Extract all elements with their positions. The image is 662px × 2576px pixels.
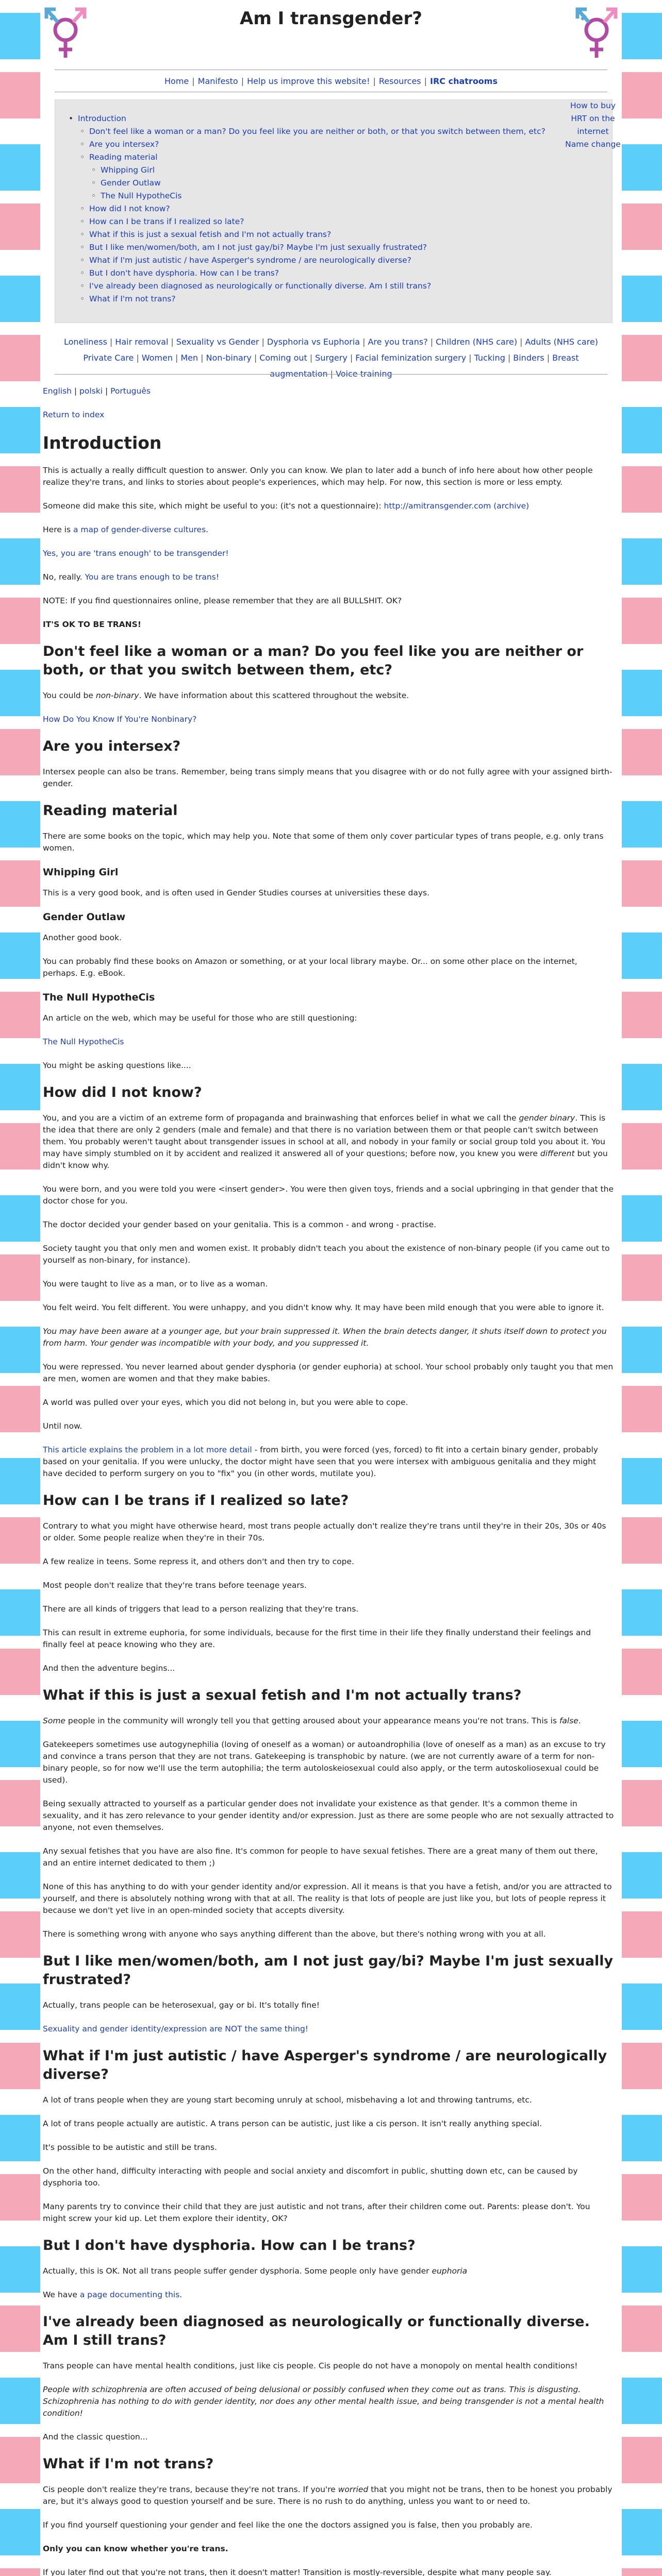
cat-surgery-link[interactable]: Surgery [315, 353, 347, 363]
paragraph [43, 1715, 614, 1727]
paragraph: Most people don't realize that they're trans before teenage years. [43, 1581, 307, 1590]
toc-item-gay-bi[interactable]: But I like men/women/both, am I not just gay/bi? Maybe I'm just sexually frustrated? [89, 243, 427, 252]
cat-sexuality-link[interactable]: Sexuality vs Gender [176, 337, 259, 347]
paragraph: NOTE: If you find questionnaires online, please remember that they are all BULLSHIT. OK? [43, 596, 402, 605]
emphasis: gender binary [519, 1113, 575, 1123]
toc-item-introduction[interactable]: Introduction [78, 114, 126, 123]
paragraph-text: . [206, 525, 209, 534]
paragraph [43, 1444, 614, 1480]
paragraph-text: but you didn't know why. [43, 1149, 608, 1170]
lang-english-link[interactable]: English [43, 386, 72, 396]
cat-loneliness-link[interactable]: Loneliness [63, 337, 107, 347]
cat-dysphoria-link[interactable]: Dysphoria vs Euphoria [267, 337, 360, 347]
nav-resources-link[interactable]: Resources [378, 76, 421, 86]
paragraph: You were repressed. You never learned about gender dysphoria (or gender euphoria) at school. Your school probably only taught you that men are men, women are women and that they make babies. [43, 1362, 614, 1383]
paragraph-text: that you might not be trans, then to be honest you probably are, but it's always good to question yourself and be sure. There is no rush to do anything, unless you want to or need to. [43, 2485, 613, 2506]
paragraph: Actually, trans people can be heterosexual, gay or bi. It's totally fine! [43, 2001, 320, 2010]
emphasis: false [559, 1716, 578, 1725]
paragraph: You were taught to live as a man, or to live as a woman. [43, 1279, 268, 1289]
gender-map-link[interactable]: a map of gender-diverse cultures [73, 525, 206, 534]
paragraph: Society taught you that only men and women exist. It probably didn't teach you about the existence of non-binary people (if you came out to yourself as non-binary, for instance). [43, 1244, 610, 1265]
nonbinary-article-link[interactable]: How Do You Know If You're Nonbinary? [43, 715, 197, 724]
paragraph-italic: People with schizophrenia are often accused of being delusional or possibly confused when they come out as trans. This is disgusting. Schizophrenia has nothing to do with gender identity, nor does any other mental health issue, and being transgender is not a mental health condition! [43, 2385, 604, 2418]
toc-item-null-hypothecis[interactable]: The Null HypotheCis [101, 191, 182, 200]
paragraph: On the other hand, difficulty interacting with people and social anxiety and discomfort in public, shutting down etc, can be caused by dysphoria too. [43, 2166, 578, 2188]
paragraph-text: Here is [43, 525, 73, 534]
cat-women-link[interactable]: Women [141, 353, 173, 363]
paragraph: Contrary to what you might have otherwise heard, most trans people actually don't realize they're trans until they're in their 20s, 30s or 40s or older. Some people realize when they're in their 70s. [43, 1521, 606, 1543]
section-heading: How can I be trans if I realized so late? [43, 1493, 349, 1509]
subsection-heading: Gender Outlaw [43, 911, 126, 923]
paragraph: There are some books on the topic, which may help you. Note that some of them only cover particular types of trans people, e.g. only trans women. [43, 832, 604, 853]
section-heading: What if I'm just autistic / have Asperger's syndrome / are neurologically diverse? [43, 2048, 607, 2082]
cat-children-link[interactable]: Children (NHS care) [436, 337, 518, 347]
emphasis: Some [43, 1716, 65, 1725]
toc-item-realized-late[interactable]: How can I be trans if I realized so late? [89, 217, 244, 226]
subsection-heading: The Null HypotheCis [43, 992, 155, 1003]
toc-item-whipping-girl[interactable]: Whipping Girl [101, 165, 155, 175]
paragraph: A few realize in teens. Some repress it, and others don't and then try to cope. [43, 1557, 354, 1566]
paragraph [43, 1112, 614, 1172]
cat-ffs-link[interactable]: Facial feminization surgery [355, 353, 467, 363]
paragraph [43, 500, 614, 512]
paragraph: A lot of trans people when they are young start becoming unruly at school, misbehaving a lot and throwing tantrums, etc. [43, 2095, 532, 2105]
paragraph [43, 524, 614, 536]
paragraph: This can result in extreme euphoria, for some individuals, because for the first time in their life they finally understand their feelings and finally feel at peace knowing who they are. [43, 1628, 591, 1649]
toc-item-intersex[interactable]: Are you intersex? [89, 140, 159, 149]
paragraph: There are all kinds of triggers that lead to a person realizing that they're trans. [43, 1604, 359, 1614]
paragraph-italic: You may have been aware at a younger age, but your brain suppressed it. When the brain detects danger, it shuts itself down to protect you from harm. Your gender was incompatible with your body, and you suppressed it. [43, 1327, 607, 1348]
section-heading: I've already been diagnosed as neurologically or functionally diverse. Am I still trans? [43, 2314, 590, 2348]
category-nav-row-1: Loneliness | Hair removal | Sexuality vs Gender | Dysphoria vs Euphoria | Are you trans? | Children (NHS care) | Adults (NHS care) [63, 337, 599, 347]
section-heading: What if I'm not trans? [43, 2456, 214, 2472]
paragraph-text: You, and you are a victim of an extreme form of propaganda and brainwashing that enforces belief in what we call the [43, 1113, 519, 1123]
paragraph: Until now. [43, 1421, 82, 1431]
paragraph: Any sexual fetishes that you have are also fine. It's common for people to have sexual fetishes. There are a great many of them out there, and an entire internet dedicated to them ;) [43, 1846, 598, 1868]
cat-adults-link[interactable]: Adults (NHS care) [525, 337, 599, 347]
nav-home-link[interactable]: Home [164, 76, 189, 86]
paragraph [43, 2484, 614, 2507]
toc-item-fetish[interactable]: What if this is just a sexual fetish and I'm not actually trans? [89, 230, 332, 239]
paragraph-text: You could be [43, 691, 96, 700]
paragraph: And the classic question... [43, 2432, 148, 2442]
paragraph-text: No, really. [43, 572, 85, 582]
paragraph [43, 2265, 614, 2277]
cat-voice-training-link[interactable]: Voice training [336, 369, 392, 379]
cat-breast-augmentation-link[interactable]: Breast augmentation [270, 353, 579, 379]
article-detail-link[interactable]: This article explains the problem in a lot more detail [43, 1445, 252, 1454]
nav-irc-link[interactable]: IRC chatrooms [430, 76, 498, 86]
nav-help-link[interactable]: Help us improve this website! [247, 76, 370, 86]
cat-tucking-link[interactable]: Tucking [474, 353, 505, 363]
paragraph: A world was pulled over your eyes, which you did not belong in, but you were able to cope. [43, 1398, 408, 1407]
paragraph: An article on the web, which may be useful for those who are still questioning: [43, 1013, 357, 1023]
cat-coming-out-link[interactable]: Coming out [259, 353, 307, 363]
paragraph: There is something wrong with anyone who says anything different than the above, but there's nothing wrong with you at all. [43, 1929, 546, 1939]
cat-binders-link[interactable]: Binders [513, 353, 544, 363]
page-body [40, 0, 622, 2576]
paragraph: This is actually a really difficult question to answer. Only you can know. We plan to later add a bunch of info here about how other people realize they're trans, and links to stories about people's experiences, which may help. For now, this section is more or less empty. [43, 466, 593, 487]
sexuality-gender-link[interactable]: Sexuality and gender identity/expression are NOT the same thing! [43, 2024, 309, 2033]
paragraph: This is a very good book, and is often used in Gender Studies courses at universities these days. [43, 888, 430, 897]
emphasis: euphoria [432, 2266, 468, 2276]
paragraph: Trans people can have mental health conditions, just like cis people. Cis people do not have a monopoly on mental health conditions! [43, 2361, 578, 2370]
page-title: Am I transgender? [240, 8, 422, 29]
section-heading: What if this is just a sexual fetish and I'm not actually trans? [43, 1687, 522, 1703]
paragraph: Gatekeepers sometimes use autogynephilia (loving of oneself as a woman) or autoandrophilia (love of oneself as a man) as an excuse to try and convince a trans person that they are not trans. Gatekeeping is transphobic by nature. (we are not currently aware of a term for non-binary people, so for now we'll use the term autophilia; the term autoloskeiosexual could also apply, or the term autoskoliosexual could be used). [43, 1740, 606, 1785]
cat-men-link[interactable]: Men [180, 353, 198, 363]
paragraph-bold: IT'S OK TO BE TRANS! [43, 620, 141, 629]
nav-manifesto-link[interactable]: Manifesto [197, 76, 238, 86]
toc-item-neither[interactable]: Don't feel like a woman or a man? Do you feel like you are neither or both, or that you switch between them, etc? [89, 127, 545, 136]
lang-portugues-link[interactable]: Português [110, 386, 151, 396]
paragraph: You felt weird. You felt different. You were unhappy, and you didn't know why. It may have been mild enough that you were able to ignore it. [43, 1303, 604, 1312]
toc-item-gender-outlaw[interactable]: Gender Outlaw [101, 178, 161, 188]
emphasis: different [540, 1149, 575, 1158]
paragraph-text: . We have information about this scattered throughout the website. [139, 691, 409, 700]
top-nav: Home | Manifesto | Help us improve this website! | Resources | IRC chatrooms [164, 76, 498, 86]
paragraph-text: Someone did make this site, which might be useful to you: (it's not a questionnaire): [43, 501, 384, 511]
trans-enough-link-2[interactable]: You are trans enough to be trans! [85, 572, 219, 582]
paragraph: You can probably find these books on Amazon or something, or at your local library maybe. Or... on some other place on the internet, perhaps. E.g. eBook. [43, 957, 577, 978]
paragraph-text: Cis people don't realize they're trans, because they're not trans. If you're [43, 2485, 338, 2494]
toc-item-reading[interactable]: Reading material [89, 152, 158, 162]
trans-flag-stripes-left [0, 0, 40, 2576]
paragraph [43, 571, 614, 583]
paragraph-text: We have [43, 2290, 80, 2299]
paragraph: Another good book. [43, 933, 122, 942]
category-nav [61, 334, 601, 382]
trans-enough-link[interactable]: Yes, you are 'trans enough' to be transgender! [43, 549, 229, 558]
category-nav-row-2: Private Care | Women | Men | Non-binary | Coming out | Surgery | Facial feminization surgery | Tucking | Binders | Breast augmentation | Voice training [83, 353, 579, 379]
cat-hair-removal-link[interactable]: Hair removal [115, 337, 169, 347]
paragraph: If you find yourself questioning your gender and feel like the one the doctors assigned you is false, then you probably are. [43, 2520, 533, 2530]
section-heading: But I like men/women/both, am I not just gay/bi? Maybe I'm just sexually frustrated? [43, 1953, 614, 1988]
trans-flag-stripes-right [622, 0, 662, 2576]
paragraph: The doctor decided your gender based on your genitalia. This is a common - and wrong - practise. [43, 1220, 437, 1229]
cat-private-care-link[interactable]: Private Care [83, 353, 134, 363]
section-heading: Reading material [43, 803, 178, 819]
paragraph-text: . [578, 1716, 581, 1725]
cat-are-you-trans-link[interactable]: Are you trans? [368, 337, 428, 347]
section-heading: Are you intersex? [43, 738, 181, 754]
section-heading: How did I not know? [43, 1084, 202, 1100]
null-hypothecis-link[interactable]: The Null HypotheCis [43, 1037, 124, 1046]
paragraph-text: people in the community will wrongly tell you that getting aroused about your appearance means you're not trans. This is [65, 1716, 559, 1725]
section-heading: Introduction [43, 433, 162, 453]
toc-item-not-trans[interactable]: What if I'm not trans? [89, 294, 176, 303]
side-links [564, 99, 622, 151]
return-to-index-link[interactable]: Return to index [43, 410, 105, 419]
paragraph: Being sexually attracted to yourself as a particular gender does not invalidate your existence as that gender. It's a common theme in sexuality, and it has zero relevance to your gender identity and/or expression. Just as there are some people who are not sexually attracted to anyone, not even themselves. [43, 1799, 614, 1832]
paragraph: You might be asking questions like.... [43, 1061, 191, 1070]
hrt-link[interactable]: How to buy HRT on the internet [570, 101, 616, 136]
section-heading: But I don't have dysphoria. How can I be trans? [43, 2238, 416, 2253]
euphoria-page-link[interactable]: a page documenting this [79, 2290, 180, 2299]
table-of-contents [55, 99, 613, 323]
paragraph-text: . This is the idea that there are only 2 genders (male and female) and that there is no variation between them or that people can't switch between them. You probably weren't taught about transgender issues in school at all, and nobody in your family or social group told you about it. You may have simply stumbled on it by accident and realized it answered all of your questions; before now, you knew you were [43, 1113, 606, 1158]
paragraph: And then the adventure begins... [43, 1664, 175, 1673]
paragraph: If you later find out that you're not trans, then it doesn't matter! Transition is mostly-reversible, despite what many people say. [43, 2568, 552, 2576]
paragraph-bold: Only you can know whether you're trans. [43, 2544, 228, 2553]
toc-item-how-not-know[interactable]: How did I not know? [89, 204, 170, 213]
paragraph: You were born, and you were told you were <insert gender>. You were then given toys, friends and a social upbringing in that gender that the doctor chose for you. [43, 1184, 614, 1206]
paragraph-text: . [179, 2290, 183, 2299]
paragraph-text: Actually, this is OK. Not all trans people suffer gender dysphoria. Some people only have gender [43, 2266, 432, 2276]
toc-item-diagnosed[interactable]: I've already been diagnosed as neurologically or functionally diverse. Am I still trans? [89, 281, 432, 291]
name-change-link[interactable]: Name change [565, 140, 621, 149]
paragraph-text: - from birth, you were forced (yes, forced) to fit into a certain binary gender, probably based on your genitalia. If you were unlucky, the doctor might have seen that you were intersex with ambiguous genitalia and they might have decided to perform surgery on you to "fix" you (in other words, mutilate you). [43, 1445, 598, 1478]
archive-link[interactable]: (archive) [493, 501, 529, 511]
amitransgender-link[interactable]: http://amitransgender.com [384, 501, 491, 511]
paragraph: Many parents try to convince their child that they are just autistic and not trans, after their children come out. Parents: please don't. You might screw your kid up. Let them explore their identity, OK? [43, 2202, 590, 2223]
paragraph: Intersex people can also be trans. Remember, being trans simply means that you disagree with or do not fully agree with your assigned birth-gender. [43, 767, 613, 788]
language-links: English | polski | Português [43, 386, 151, 396]
paragraph: None of this has anything to do with your gender identity and/or expression. All it means is that you have a fetish, and/or you are attracted to yourself, and there is absolutely nothing wrong with that at all. The reality is that lots of people are just like you, but lots of people repress it because we don't yet live in an open-minded society that accepts diversity. [43, 1882, 612, 1915]
subsection-heading: Whipping Girl [43, 867, 119, 878]
main-content [43, 385, 614, 2576]
paragraph [43, 690, 614, 702]
catnav-divider [55, 374, 607, 375]
toc-item-no-dysphoria[interactable]: But I don't have dysphoria. How can I be trans? [89, 268, 279, 278]
paragraph: It's possible to be autistic and still be trans. [43, 2143, 217, 2152]
toc-item-autistic[interactable]: What if I'm just autistic / have Asperger's syndrome / are neurologically diverse? [89, 256, 411, 265]
emphasis: worried [338, 2485, 369, 2494]
lang-polski-link[interactable]: polski [79, 386, 103, 396]
paragraph: A lot of trans people actually are autistic. A trans person can be autistic, just like a cis person. It isn't really anything special. [43, 2119, 542, 2128]
paragraph [43, 2289, 614, 2301]
cat-non-binary-link[interactable]: Non-binary [206, 353, 252, 363]
section-heading: Don't feel like a woman or a man? Do you feel like you are neither or both, or that you switch between them, etc? [43, 643, 584, 678]
emphasis: non-binary [95, 691, 139, 700]
toc-list [78, 112, 545, 306]
